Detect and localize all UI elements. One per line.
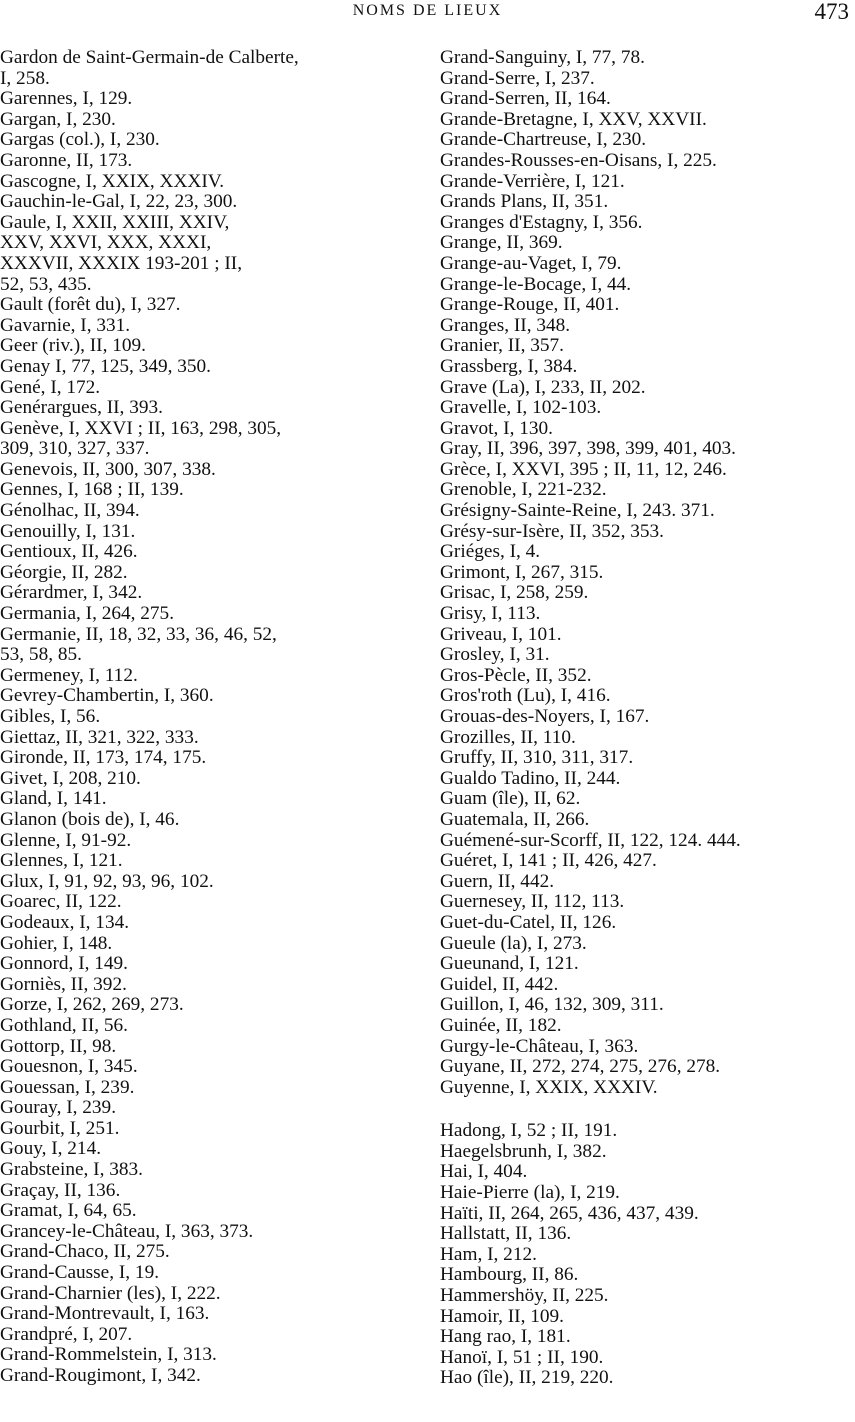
index-entry	[0, 480, 420, 501]
index-entry-heading: Grabsteine, I, 383.	[0, 1159, 143, 1181]
index-entry	[0, 563, 420, 584]
index-entry-heading: Glenne, I, 91-92.	[0, 829, 132, 851]
index-entry	[0, 213, 420, 295]
index-entry-heading: Gravot, I, 130.	[440, 417, 553, 439]
index-entry	[0, 913, 420, 934]
index-entry-heading: Genay I, 77, 125, 349, 350.	[0, 355, 211, 377]
index-entry	[0, 1304, 420, 1325]
index-entry-heading: Guernesey, II, 112, 113.	[440, 891, 625, 913]
index-entry-continuation: I, 258.	[0, 67, 50, 89]
index-entry	[0, 1119, 420, 1140]
index-entry	[440, 872, 855, 893]
index-entry-heading: Grenoble, I, 221-232.	[440, 479, 607, 501]
index-entry	[440, 1142, 855, 1163]
index-entry-continuation: 53, 58, 85.	[0, 644, 82, 666]
index-entry-heading: Grésy-sur-Isère, II, 352, 353.	[440, 520, 664, 542]
index-entry	[0, 995, 420, 1016]
index-entry-heading: Gevrey-Chambertin, I, 360.	[0, 685, 214, 707]
index-entry	[440, 295, 855, 316]
index-entry	[440, 1057, 855, 1078]
index-entry-heading: Hao (île), II, 219, 220.	[440, 1367, 614, 1389]
index-entry-heading: Grand-Sanguiny, I, 77, 78.	[440, 47, 645, 68]
index-entry	[0, 831, 420, 852]
index-entry	[0, 975, 420, 996]
index-entry	[0, 1057, 420, 1078]
index-entry	[440, 831, 855, 852]
index-entry	[440, 1204, 855, 1225]
index-entry-heading: Grands Plans, II, 351.	[440, 191, 609, 213]
index-entry-heading: Gentioux, II, 426.	[0, 541, 138, 563]
index-entry-heading: Gené, I, 172.	[0, 376, 101, 398]
index-entry-heading: Gohier, I, 148.	[0, 932, 113, 954]
index-entry	[0, 810, 420, 831]
index-entry-heading: Grange-Rouge, II, 401.	[440, 294, 620, 316]
index-entry-heading: Gardon de Saint-Germain-de Calberte,	[0, 47, 299, 68]
index-entry	[0, 151, 420, 172]
index-entry	[440, 542, 855, 563]
section-gap	[440, 1098, 855, 1121]
index-entry-heading: Geer (riv.), II, 109.	[0, 335, 146, 357]
index-column-right	[440, 48, 855, 1389]
index-entry	[440, 769, 855, 790]
index-entry	[0, 872, 420, 893]
index-entry	[440, 686, 855, 707]
index-entry	[440, 645, 855, 666]
index-entry-heading: Garonne, II, 173.	[0, 149, 133, 171]
index-entry-heading: Gravelle, I, 102-103.	[440, 397, 602, 419]
index-entry	[0, 419, 420, 460]
page-header	[0, 0, 855, 40]
index-entry-heading: Gault (forêt du), I, 327.	[0, 294, 181, 316]
index-entry	[440, 172, 855, 193]
index-entry-heading: Grand-Montrevault, I, 163.	[0, 1303, 210, 1325]
index-entry-heading: Gargas (col.), I, 230.	[0, 129, 160, 151]
index-entry	[0, 769, 420, 790]
index-entry-heading: Gorniès, II, 392.	[0, 973, 127, 995]
index-entry-heading: Gruffy, II, 310, 311, 317.	[440, 747, 634, 769]
index-entry	[0, 295, 420, 316]
index-entry-heading: Hanoï, I, 51 ; II, 190.	[440, 1346, 604, 1368]
index-entry	[440, 357, 855, 378]
index-entry	[440, 583, 855, 604]
index-entry-heading: Grand-Rougimont, I, 342.	[0, 1365, 201, 1386]
index-entry-heading: Haïti, II, 264, 265, 436, 437, 439.	[440, 1202, 699, 1224]
index-entry	[0, 851, 420, 872]
index-entry-heading: Gironde, II, 173, 174, 175.	[0, 747, 207, 769]
index-entry-heading: Guémené-sur-Scorff, II, 122, 124. 444.	[440, 829, 741, 851]
index-entry	[0, 1160, 420, 1181]
index-entry	[0, 1325, 420, 1346]
index-entry-heading: Guidel, II, 442.	[440, 973, 559, 995]
index-entry-heading: Gibles, I, 56.	[0, 706, 101, 727]
index-entry-heading: Granges, II, 348.	[440, 314, 571, 336]
index-entry	[0, 1201, 420, 1222]
index-entry-heading: Gueule (la), I, 273.	[440, 932, 587, 954]
index-entry	[0, 1242, 420, 1263]
index-entry	[440, 810, 855, 831]
index-entry	[440, 130, 855, 151]
index-entry-heading: Grozilles, II, 110.	[440, 726, 576, 748]
index-entry-heading: Gauchin-le-Gal, I, 22, 23, 300.	[0, 191, 238, 213]
index-entry	[0, 1345, 420, 1366]
index-entry	[440, 439, 855, 460]
index-entry-heading: Grandpré, I, 207.	[0, 1323, 133, 1345]
index-entry-heading: Germania, I, 264, 275.	[0, 603, 175, 625]
index-entry-heading: Granier, II, 357.	[440, 335, 564, 357]
index-entry-heading: Grave (La), I, 233, II, 202.	[440, 376, 646, 398]
index-entry-heading: Grancey-le-Château, I, 363, 373.	[0, 1220, 254, 1242]
index-entry-heading: Guéret, I, 141 ; II, 426, 427.	[440, 850, 657, 872]
index-entry	[440, 892, 855, 913]
index-entry-heading: Gottorp, II, 98.	[0, 1035, 117, 1057]
index-section-g	[440, 48, 855, 1098]
index-entry	[440, 69, 855, 90]
index-entry	[440, 748, 855, 769]
index-entry-heading: Haie-Pierre (la), I, 219.	[440, 1182, 620, 1204]
index-entry	[440, 192, 855, 213]
index-entry	[440, 110, 855, 131]
index-entry-heading: Gouessan, I, 239.	[0, 1076, 135, 1098]
index-entry-heading: Hai, I, 404.	[440, 1161, 528, 1183]
index-entry-heading: Griveau, I, 101.	[440, 623, 562, 645]
index-entry	[440, 563, 855, 584]
index-entry-heading: Grand-Chaco, II, 275.	[0, 1241, 170, 1263]
index-entry-heading: Hambourg, II, 86.	[440, 1264, 579, 1286]
index-entry	[440, 975, 855, 996]
index-entry	[440, 789, 855, 810]
index-entry-heading: Grand-Causse, I, 19.	[0, 1262, 160, 1284]
index-entry	[440, 501, 855, 522]
index-entry	[440, 48, 855, 69]
running-head: NOMS DE LIEUX	[352, 2, 503, 19]
index-entry	[440, 1121, 855, 1142]
index-entry	[440, 1162, 855, 1183]
index-entry	[0, 1098, 420, 1119]
index-entry	[0, 398, 420, 419]
index-entry-heading: Glanon (bois de), I, 46.	[0, 808, 180, 830]
index-entry	[0, 172, 420, 193]
index-entry-heading: Givet, I, 208, 210.	[0, 767, 141, 789]
index-entry	[0, 130, 420, 151]
page-number: 473	[814, 0, 849, 24]
index-entry-heading: Grange, II, 369.	[440, 232, 563, 254]
index-entry	[0, 110, 420, 131]
index-entry-heading: Gorze, I, 262, 269, 273.	[0, 994, 184, 1016]
index-entry-heading: Garennes, I, 129.	[0, 88, 133, 110]
index-section-h	[440, 1121, 855, 1389]
index-entry	[0, 1222, 420, 1243]
index-entry-heading: Grimont, I, 267, 315.	[440, 561, 604, 583]
index-entry-heading: Grange-au-Vaget, I, 79.	[440, 252, 622, 274]
index-entry	[440, 625, 855, 646]
index-entry	[440, 851, 855, 872]
index-entry	[440, 1224, 855, 1245]
index-entry	[440, 398, 855, 419]
index-entry-heading: Hallstatt, II, 136.	[440, 1223, 572, 1245]
index-entry	[0, 892, 420, 913]
index-entry-heading: Guern, II, 442.	[440, 870, 555, 892]
index-entry	[0, 1078, 420, 1099]
index-entry-heading: Giettaz, II, 321, 322, 333.	[0, 726, 199, 748]
index-entry	[0, 1016, 420, 1037]
index-entry	[440, 275, 855, 296]
index-entry-heading: Géorgie, II, 282.	[0, 561, 128, 583]
index-entry-heading: Gérardmer, I, 342.	[0, 582, 143, 604]
index-entry-heading: Goarec, II, 122.	[0, 891, 122, 913]
index-entry-heading: Gouy, I, 214.	[0, 1138, 102, 1160]
index-entry	[440, 1368, 855, 1389]
index-entry	[0, 501, 420, 522]
index-entry-heading: Guyenne, I, XXIX, XXXIV.	[440, 1076, 658, 1098]
index-entry-heading: Guam (île), II, 62.	[440, 788, 581, 810]
index-entry	[440, 1078, 855, 1099]
index-entry	[0, 48, 420, 89]
index-entry	[440, 480, 855, 501]
index-entry	[440, 954, 855, 975]
index-entry	[440, 336, 855, 357]
index-entry-heading: Grand-Serren, II, 164.	[440, 88, 611, 110]
index-entry-heading: Gland, I, 141.	[0, 788, 107, 810]
index-entry-heading: Griéges, I, 4.	[440, 541, 541, 563]
index-entry	[440, 1327, 855, 1348]
index-entry	[0, 522, 420, 543]
index-entry	[0, 1366, 420, 1387]
index-entry	[0, 625, 420, 666]
index-entry-heading: Grand-Serre, I, 237.	[440, 67, 595, 89]
index-entry	[440, 151, 855, 172]
index-entry	[0, 934, 420, 955]
index-entry-heading: Hang rao, I, 181.	[440, 1326, 571, 1348]
index-entry-heading: Grisac, I, 258, 259.	[440, 582, 589, 604]
index-entry	[440, 1307, 855, 1328]
index-entry-heading: Germeney, I, 112.	[0, 664, 138, 686]
index-entry-heading: Genérargues, II, 393.	[0, 397, 163, 419]
index-entry	[0, 1181, 420, 1202]
index-entry-heading: Grésigny-Sainte-Reine, I, 243. 371.	[440, 500, 715, 522]
index-entry	[0, 1139, 420, 1160]
index-entry-heading: Gouesnon, I, 345.	[0, 1056, 138, 1078]
index-entry	[440, 604, 855, 625]
index-entry	[440, 522, 855, 543]
index-entry-heading: Gurgy-le-Château, I, 363.	[440, 1035, 639, 1057]
index-entry-continuation: 309, 310, 327, 337.	[0, 438, 150, 460]
index-entry-heading: Grouas-des-Noyers, I, 167.	[440, 706, 650, 727]
index-entry	[0, 954, 420, 975]
index-entry	[440, 1016, 855, 1037]
index-entry-heading: Grande-Bretagne, I, XXV, XXVII.	[440, 108, 707, 130]
index-entry-heading: Guinée, II, 182.	[440, 1014, 562, 1036]
index-entry-heading: Genevois, II, 300, 307, 338.	[0, 458, 216, 480]
index-entry-heading: Hadong, I, 52 ; II, 191.	[440, 1120, 618, 1142]
index-entry	[440, 460, 855, 481]
index-entry-heading: Hammershöy, II, 225.	[440, 1285, 609, 1307]
index-entry-heading: Grassberg, I, 384.	[440, 355, 578, 377]
index-entry-heading: Gourbit, I, 251.	[0, 1117, 120, 1139]
index-column-left	[0, 48, 420, 1387]
index-entry-heading: Grange-le-Bocage, I, 44.	[440, 273, 632, 295]
index-entry-heading: Gray, II, 396, 397, 398, 399, 401, 403.	[440, 438, 736, 460]
index-entry-heading: Graçay, II, 136.	[0, 1179, 121, 1201]
index-entry-heading: Gualdo Tadino, II, 244.	[440, 767, 621, 789]
index-entry	[0, 192, 420, 213]
index-entry-heading: Gavarnie, I, 331.	[0, 314, 131, 336]
index-entry	[440, 913, 855, 934]
index-entry-heading: Gascogne, I, XXIX, XXXIV.	[0, 170, 225, 192]
index-entry-heading: Grosley, I, 31.	[440, 644, 550, 666]
index-entry-heading: Grande-Verrière, I, 121.	[440, 170, 625, 192]
index-entry	[0, 666, 420, 687]
index-entry	[0, 378, 420, 399]
index-entry	[440, 1037, 855, 1058]
index-entry-heading: Ham, I, 212.	[440, 1243, 537, 1265]
index-entry	[0, 728, 420, 749]
index-entry-heading: Haegelsbrunh, I, 382.	[440, 1140, 607, 1162]
index-entry-heading: Gaule, I, XXII, XXIII, XXIV,	[0, 211, 230, 233]
index-entry-heading: Glennes, I, 121.	[0, 850, 123, 872]
index-entry	[440, 316, 855, 337]
index-entry	[440, 1286, 855, 1307]
index-entry	[440, 1245, 855, 1266]
index-entry-heading: Guet-du-Catel, II, 126.	[440, 911, 617, 933]
index-entry	[0, 1037, 420, 1058]
index-entry-heading: Godeaux, I, 134.	[0, 911, 130, 933]
index-entry-heading: Gonnord, I, 149.	[0, 953, 128, 975]
index-entry-heading: Germanie, II, 18, 32, 33, 36, 46, 52,	[0, 623, 277, 645]
index-entry	[440, 995, 855, 1016]
index-entry	[440, 378, 855, 399]
index-entry-heading: Gouray, I, 239.	[0, 1097, 117, 1119]
index-entry	[440, 728, 855, 749]
index-entry	[0, 460, 420, 481]
index-entry-heading: Grande-Chartreuse, I, 230.	[440, 129, 647, 151]
index-entry	[440, 1183, 855, 1204]
index-entry-heading: Gramat, I, 64, 65.	[0, 1200, 137, 1222]
index-entry-heading: Génolhac, II, 394.	[0, 500, 140, 522]
index-entry-heading: Gothland, II, 56.	[0, 1014, 128, 1036]
index-entry-heading: Gros'roth (Lu), I, 416.	[440, 685, 611, 707]
index-entry-heading: Grand-Charnier (les), I, 222.	[0, 1282, 221, 1304]
index-entry	[0, 604, 420, 625]
index-entry	[0, 707, 420, 728]
index-entry-heading: Gargan, I, 230.	[0, 108, 116, 130]
index-entry-heading: Grand-Rommelstein, I, 313.	[0, 1344, 217, 1366]
index-entry-heading: Grisy, I, 113.	[440, 603, 541, 625]
index-entry	[440, 213, 855, 234]
index-entry	[440, 254, 855, 275]
index-entry-heading: Genève, I, XXVI ; II, 163, 298, 305,	[0, 417, 282, 439]
index-entry-heading: Grèce, I, XXVI, 395 ; II, 11, 12, 246.	[440, 458, 727, 480]
index-entry-heading: Gros-Pècle, II, 352.	[440, 664, 592, 686]
index-entry	[440, 934, 855, 955]
index-entry	[0, 748, 420, 769]
index-entry	[0, 542, 420, 563]
index-entry	[0, 316, 420, 337]
index-entry-heading: Hamoir, II, 109.	[440, 1305, 564, 1327]
index-entry-heading: Guatemala, II, 266.	[440, 808, 590, 830]
index-entry	[440, 666, 855, 687]
index-entry	[0, 686, 420, 707]
index-entry-heading: Grandes-Rousses-en-Oisans, I, 225.	[440, 149, 717, 171]
index-entry	[0, 1263, 420, 1284]
index-entry	[440, 89, 855, 110]
index-entry	[440, 233, 855, 254]
index-entry-heading: Granges d'Estagny, I, 356.	[440, 211, 643, 233]
index-entry	[0, 789, 420, 810]
index-entry	[0, 1284, 420, 1305]
index-entry-continuation: XXV, XXVI, XXX, XXXI,	[0, 232, 212, 254]
index-entry	[440, 707, 855, 728]
index-entry-heading: Gennes, I, 168 ; II, 139.	[0, 479, 184, 501]
index-entry-heading: Genouilly, I, 131.	[0, 520, 136, 542]
index-entry-heading: Guillon, I, 46, 132, 309, 311.	[440, 994, 664, 1016]
index-entry	[0, 357, 420, 378]
index-entry-continuation: XXXVII, XXXIX 193-201 ; II,	[0, 252, 243, 274]
index-entry	[440, 1265, 855, 1286]
index-entry	[0, 89, 420, 110]
index-entry-heading: Gueunand, I, 121.	[440, 953, 579, 975]
index-entry-heading: Guyane, II, 272, 274, 275, 276, 278.	[440, 1056, 721, 1078]
index-entry-continuation: 52, 53, 435.	[0, 273, 92, 295]
index-entry	[0, 583, 420, 604]
index-entry	[440, 1348, 855, 1369]
index-entry-heading: Glux, I, 91, 92, 93, 96, 102.	[0, 870, 214, 892]
index-entry	[440, 419, 855, 440]
index-entry	[0, 336, 420, 357]
